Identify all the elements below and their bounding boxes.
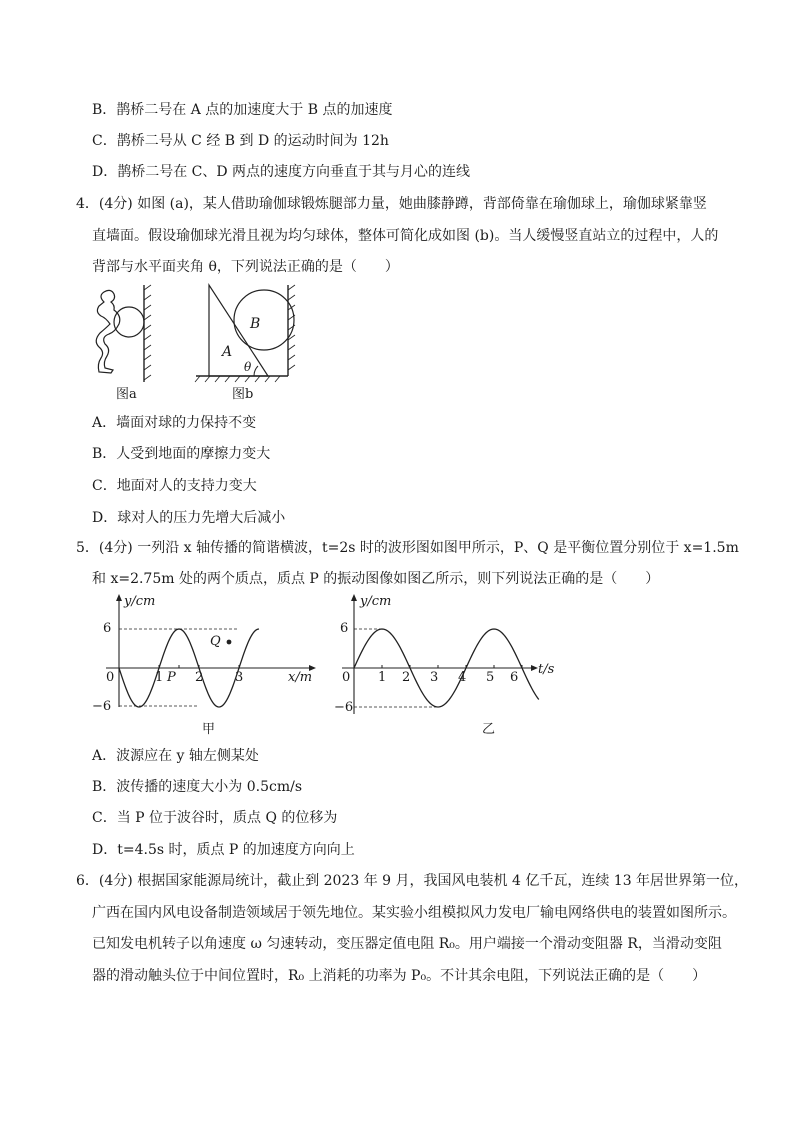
q5-option-b: B．波传播的速度大小为 0.5cm/s — [92, 779, 303, 795]
jia-xlabel: x/m — [288, 670, 313, 685]
yi-ytick-top: 6 — [340, 621, 349, 636]
vibration-graph-yi — [334, 592, 578, 742]
q4-option-d: D．球对人的压力先增大后减小 — [92, 510, 286, 526]
t-axis-arrow-icon — [531, 665, 538, 671]
jia-xtick-2: 2 — [195, 670, 204, 685]
figure-b — [192, 282, 302, 402]
yi-caption: 乙 — [482, 722, 496, 737]
q3-option-b: B．鹊桥二号在 A 点的加速度大于 B 点的加速度 — [92, 102, 393, 118]
q6-stem-line3: 已知发电机转子以角速度 ω 匀速转动，变压器定值电阻 R₀。用户端接一个滑动变阻器 R，当滑动变阻 — [92, 936, 722, 952]
figure-b-caption: 图b — [232, 387, 254, 402]
q5-option-c: C．当 P 位于波谷时，质点 Q 的位移为 — [92, 810, 338, 826]
figure-a — [88, 282, 158, 402]
yi-ttick-2: 2 — [402, 670, 411, 685]
jia-caption: 甲 — [202, 722, 216, 737]
yi-ttick-3: 3 — [430, 670, 439, 685]
person-icon — [96, 290, 120, 373]
yi-xlabel: t/s — [538, 662, 555, 677]
wave-graph-jia — [92, 592, 330, 742]
q3-option-d: D．鹊桥二号在 C、D 两点的速度方向垂直于其与月心的连线 — [92, 164, 471, 180]
y-axis-arrow-icon — [351, 594, 357, 601]
yi-ttick-4: 4 — [458, 670, 467, 685]
yi-ttick-6: 6 — [510, 670, 519, 685]
q4-stem-line3: 背部与水平面夹角 θ，下列说法正确的是（ ） — [92, 259, 399, 275]
q4-stem-line1: 4．(4分) 如图 (a)，某人借助瑜伽球锻炼腿部力量，她曲膝静蹲，背部倚靠在瑜伽球上，瑜伽球紧靠竖 — [76, 196, 707, 212]
label-theta: θ — [244, 360, 252, 374]
q6-stem-line1: 6．(4分) 根据国家能源局统计，截止到 2023 年 9 月，我国风电装机 4 亿千瓦，连续 13 年居世界第一位， — [76, 873, 749, 889]
yi-ytick-bottom: −6 — [334, 700, 354, 715]
jia-ytick-top: 6 — [103, 621, 112, 636]
q4-stem-line2: 直墙面。假设瑜伽球光滑且视为均匀球体，整体可简化成如图 (b)。当人缓慢竖直站立的过程中，人的 — [92, 228, 719, 244]
jia-label-p: P — [167, 670, 176, 685]
jia-xtick-3: 3 — [235, 670, 244, 685]
jia-ylabel: y/cm — [124, 594, 156, 609]
yi-ylabel: y/cm — [360, 594, 392, 609]
jia-ytick-bottom: −6 — [92, 699, 112, 714]
label-a: A — [222, 344, 233, 360]
label-b: B — [250, 316, 261, 332]
q4-option-a: A．墙面对球的力保持不变 — [92, 415, 257, 431]
q5-stem-line2: 和 x=2.75m 处的两个质点，质点 P 的振动图像如图乙所示，则下列说法正确的是（ ） — [92, 571, 660, 587]
yi-origin: 0 — [342, 670, 351, 685]
jia-xtick-1: 1 — [155, 670, 164, 685]
y-axis-arrow-icon — [116, 594, 122, 601]
jia-origin: 0 — [106, 670, 115, 685]
yi-ttick-1: 1 — [378, 670, 387, 685]
figure-a-caption: 图a — [116, 387, 137, 402]
yi-ttick-5: 5 — [486, 670, 495, 685]
q5-option-d: D．t=4.5s 时，质点 P 的加速度方向向上 — [92, 842, 355, 858]
q6-stem-line2: 广西在国内风电设备制造领域居于领先地位。某实验小组模拟风力发电厂输电网络供电的装置如图所示。 — [92, 905, 736, 921]
q3-option-c: C．鹊桥二号从 C 经 B 到 D 的运动时间为 12h — [92, 133, 389, 149]
q4-option-c: C．地面对人的支持力变大 — [92, 478, 257, 494]
q5-stem-line1: 5．(4分) 一列沿 x 轴传播的简谐横波，t=2s 时的波形图如图甲所示，P、Q 是平衡位置分别位于 x=1.5m — [76, 540, 739, 556]
q5-option-a: A．波源应在 y 轴左侧某处 — [92, 748, 259, 764]
q4-option-b: B．人受到地面的摩擦力变大 — [92, 446, 271, 462]
point-q — [227, 640, 232, 645]
jia-label-q: Q — [210, 634, 221, 649]
q6-stem-line4: 器的滑动触头位于中间位置时，R₀ 上消耗的功率为 P₀。不计其余电阻，下列说法正确的是（ ） — [92, 968, 707, 984]
